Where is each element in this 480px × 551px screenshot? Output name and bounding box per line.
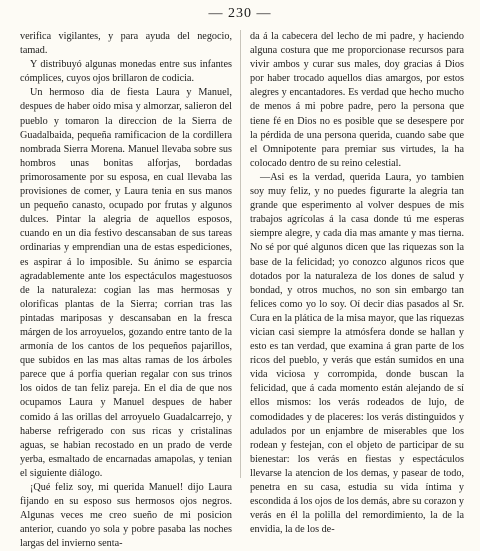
paragraph: ¡Qué feliz soy, mi querida Manuel! dijo Laura fijando en su esposo sus hermosos ojos negros. Algunas veces me creo sueño de mi posicion anterior, cuando yo sola y pobre pasaba las noches largas del invierno senta- (20, 482, 232, 550)
paragraph: da á la cabecera del lecho de mi padre, y haciendo alguna costura que me proporcionase recursos para vivir ambos y curar sus males, doy gracias á Dios por haber trocado aquellos dias amargos, por estos alegres y encantadores. Es verdad que hecho mucho de menos á mi pobre padre, pero la persona que tiene fé en Dios no es posible que se desespere por la pérdida de una persona querida, cuando sabe que el Omnipotente para premiar sus virtudes, la ha colocado dentro de su reino celestial. (250, 31, 464, 169)
right-column (250, 30, 464, 537)
paragraph: Y distribuyó algunas monedas entre sus infantes cómplices, cuyos ojos brillaron de codicia. (20, 59, 232, 85)
page-number: — 230 — (208, 6, 272, 21)
paragraph: Un hermoso dia de fiesta Laura y Manuel, despues de haber oido misa y almorzar, salieron del pueblo y tomaron la direccion de la Sierra de Guadalbaida, pequeña ramificacion de la cordillera nombrada Sierra Morena. Manuel llevaba sobre sus hombros unas bonitas alforjas, bordadas primorosamente por su esposa, en cual llevaba las provisiones de comer, y Laura tenia en sus manos un pequeño canasto, ocupado por frutas y algunos dulces. Pintar la alegria de aquellos esposos, cuando en un dia festivo descansaban de sus tareas ordinarias y emprendian una de estas espediciones, es aspirar á lo imposible. Su ánimo se esparcia agradablemente ante los espectáculos magestuosos de la naturaleza: cogian las mas hermosas y olorificas plantas de la Sierra; corrian tras las pintadas mariposas y descansaban en la fresca márgen de los arroyuelos, gozando entre tanto de la armonía de los cantos de los pequeños pajarillos, que subidos en las mas altas ramas de los árboles parece que á porfia querian regalar con sus trinos los oidos de tan feliz pareja. En el dia de que nos ocupamos Laura y Manuel despues de haber comido á las orillas del arroyuelo Guadalcarrejo, y haberse refrigerado con sus ricas y cristalinas aguas, se habian recostado en un prado de verde yerba, esmaltado de encarnadas amapolas, y tenian el siguiente diálogo. (20, 87, 232, 479)
paragraph: verifica vigilantes, y para ayuda del negocio, tamad. (20, 31, 232, 57)
left-column (20, 30, 232, 551)
paragraph: —Asi es la verdad, querida Laura, yo tambien soy muy feliz, y no puedes figurarte la alegria tan grande que esperimento al volver despues de mis trabajos agrícolas á la casa donde tú me esperas siempre alegre, y cada dia mas amante y mas tierna. No sé por qué algunos dicen que las riquezas son la base de la felicidad; yo conozco algunos ricos que dotados por la naturaleza de los dones de salud y bondad, y otros muchos, no son sin embargo tan felices como yo lo soy. Oí decir dias pasados al Sr. Cura en la plática de la misa mayor, que las riquezas vician casi siempre la atmósfera donde se hallan y esto es tan verdad, que examina á gran parte de los ricos del pueblo, y verás que están sumidos en una vida viciosa y corrompida, donde buscan la felicidad, que á cada momento están alejando de sí ellos mismos: los verás rodeados de lujo, de comodidades y de placeres: los verás distinguidos y adulados por un enjambre de miserables que los rodean y festejan, con el objeto de participar de su bienestar: los verás en fiestas y espectáculos llevarse la atencion de los demas, y pasear de todo, penetra en su casa, estudia su vida íntima y escondida á los ojos de los demás, abre su corazon y verás en él la polilla del remordimiento, la de la envidia, la de los de- (250, 171, 464, 536)
column-divider (240, 30, 241, 478)
